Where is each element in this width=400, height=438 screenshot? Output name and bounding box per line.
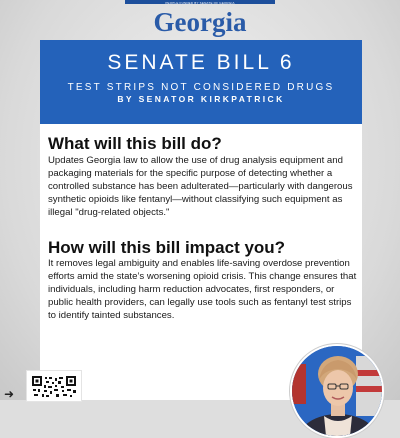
bill-byline: BY SENATOR KIRKPATRICK	[117, 94, 285, 104]
bill-banner	[40, 40, 362, 124]
section-heading-impact: How will this bill impact you?	[48, 238, 286, 257]
section-body-impact: It removes legal ambiguity and enables life-saving overdose prevention efforts amid the state’s worsening opioid crisis. This change ensures that individuals, including harm reduction advocates, first responders, or public health providers, can legally use tools such as fentanyl test strips to identify tainted substances.	[48, 258, 357, 321]
qr-code-icon	[32, 376, 76, 398]
qr-code[interactable]	[26, 370, 82, 402]
senator-photo-icon	[292, 346, 382, 436]
georgia-logo-text: Georgia	[153, 7, 247, 37]
section-heading-what: What will this bill do?	[48, 134, 222, 153]
bill-subtitle: TEST STRIPS NOT CONSIDERED DRUGS	[67, 82, 335, 93]
header-tagline: PEOPLE FUNDED BY SENATE OF GEORGIA	[165, 1, 235, 5]
arrow-icon: ➜	[4, 387, 15, 401]
section-body-what: Updates Georgia law to allow the use of drug analysis equipment and packaging materials for the specific purpose of detecting whether a controlled substance has been adulterated—particularly with dangerous synthetic opioids like fentanyl—without classifying such equipment as illegal "drug-related objects."	[48, 155, 353, 218]
bill-title: SENATE BILL 6	[107, 51, 295, 74]
senator-portrait	[290, 344, 384, 438]
